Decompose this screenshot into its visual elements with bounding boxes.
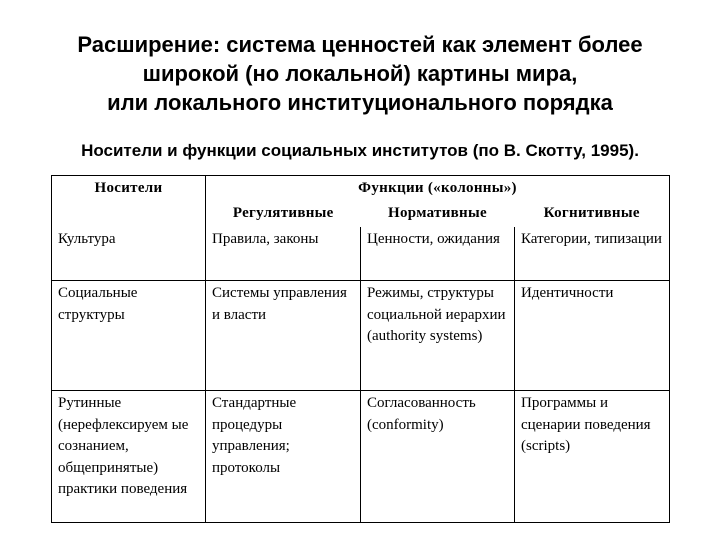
functions-header: Функции («колонны») <box>206 176 670 201</box>
column-header-cognitive: Когнитивные <box>515 201 670 227</box>
carriers-header-spacer <box>52 201 206 227</box>
table-row <box>52 391 670 523</box>
normative-cell: Ценности, ожидания <box>361 227 515 281</box>
normative-cell: Согласованность (conformity) <box>361 391 515 523</box>
table-caption: Носители и функции социальных институтов (по В. Скотту, 1995). <box>81 141 639 160</box>
table-row <box>52 281 670 391</box>
regulative-cell: Системы управления и власти <box>206 281 361 391</box>
cognitive-cell: Программы и сценарии поведения (scripts) <box>515 391 670 523</box>
slide-title <box>20 30 700 117</box>
column-header-regulative: Регулятивные <box>206 201 361 227</box>
cognitive-cell: Категории, типизации <box>515 227 670 281</box>
table-row <box>52 227 670 281</box>
institutions-table <box>51 175 670 523</box>
title-line: или локального институционального порядка <box>107 90 613 115</box>
title-line: широкой (но локальной) картины мира, <box>142 61 578 86</box>
column-header-normative: Нормативные <box>388 204 487 221</box>
carrier-cell: Культура <box>52 227 206 281</box>
regulative-cell: Правила, законы <box>206 227 361 281</box>
carriers-header: Носители <box>52 176 206 201</box>
subheader-row <box>52 201 670 227</box>
title-line: Расширение: система ценностей как элемент более <box>77 32 643 57</box>
carrier-cell: Рутинные (нерефлексируем ые сознанием, общепринятые) практики поведения <box>52 391 206 523</box>
normative-cell: Режимы, структуры социальной иерархии (authority systems) <box>361 281 515 391</box>
cognitive-cell: Идентичности <box>515 281 670 391</box>
header-row <box>52 176 670 201</box>
carrier-cell: Социальные структуры <box>52 281 206 391</box>
regulative-cell: Стандартные процедуры управления; протоколы <box>206 391 361 523</box>
